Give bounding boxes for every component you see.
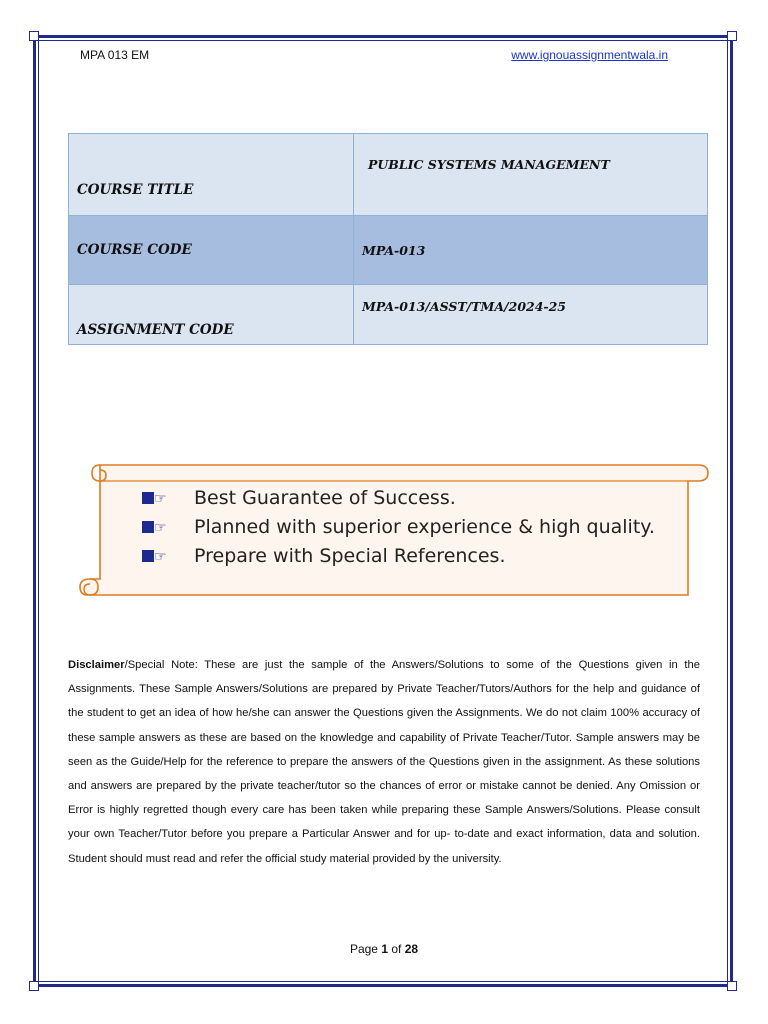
border-corner-bottom-right — [727, 981, 737, 991]
disclaimer-title: Disclaimer — [68, 659, 125, 671]
border-corner-bottom-left — [29, 981, 39, 991]
course-info-table — [68, 133, 708, 345]
total-pages: 28 — [404, 942, 419, 956]
table-row — [69, 216, 708, 285]
page-prefix: Page — [349, 942, 378, 956]
banner-text: Best Guarantee of Success. — [194, 486, 456, 509]
border-corner-top-left — [29, 31, 39, 41]
pointing-hand-icon: ☞ — [142, 519, 186, 535]
table-row — [69, 285, 708, 345]
banner-line — [142, 541, 655, 570]
border-corner-top-right — [727, 31, 737, 41]
current-page: 1 — [381, 942, 388, 956]
banner-text: Planned with superior experience & high quality. — [194, 515, 655, 538]
header-website-link[interactable]: www.ignouassignmentwala.in — [511, 48, 668, 62]
header-course-code: MPA 013 EM — [80, 48, 150, 62]
row-value: MPA-013 — [354, 216, 708, 285]
row-value: PUBLIC SYSTEMS MANAGEMENT — [354, 134, 708, 216]
page-number — [0, 942, 768, 956]
row-value: MPA-013/ASST/TMA/2024-25 — [354, 285, 708, 345]
row-label: ASSIGNMENT CODE — [69, 285, 354, 345]
banner-text: Prepare with Special References. — [194, 544, 506, 567]
row-label: COURSE CODE — [69, 216, 354, 285]
scroll-banner — [78, 455, 710, 605]
of-label: of — [391, 942, 402, 956]
disclaimer-paragraph — [68, 653, 700, 871]
table-row — [69, 134, 708, 216]
banner-line — [142, 512, 655, 541]
row-label: COURSE TITLE — [69, 134, 354, 216]
pointing-hand-icon: ☞ — [142, 548, 186, 564]
disclaimer-body: /Special Note: These are just the sample of the Answers/Solutions to some of the Questions given in the Assignments. These Sample Answers/Solutions are prepared by Private Teacher/Tutors/Authors for the help and guidance of the student to get an idea of how he/she can answer the Questions given the Assignments. We do not claim 100% accuracy of these sample answers as these are based on the knowledge and capability of Private Teacher/Tutor. Sample answers may be seen as the Guide/Help for the reference to prepare the answers of the Questions given in the assignment. As these solutions and answers are prepared by the private teacher/tutor so the chances of error or mistake cannot be denied. Any Omission or Error is highly regretted though every care has been taken while preparing these Sample Answers/Solutions. Please consult your own Teacher/Tutor before you prepare a Particular Answer and for up- to-date and exact information, data and solution. Student should must read and refer the official study material provided by the university. — [68, 659, 700, 865]
banner-lines — [142, 483, 655, 570]
banner-line — [142, 483, 655, 512]
pointing-hand-icon: ☞ — [142, 490, 186, 506]
